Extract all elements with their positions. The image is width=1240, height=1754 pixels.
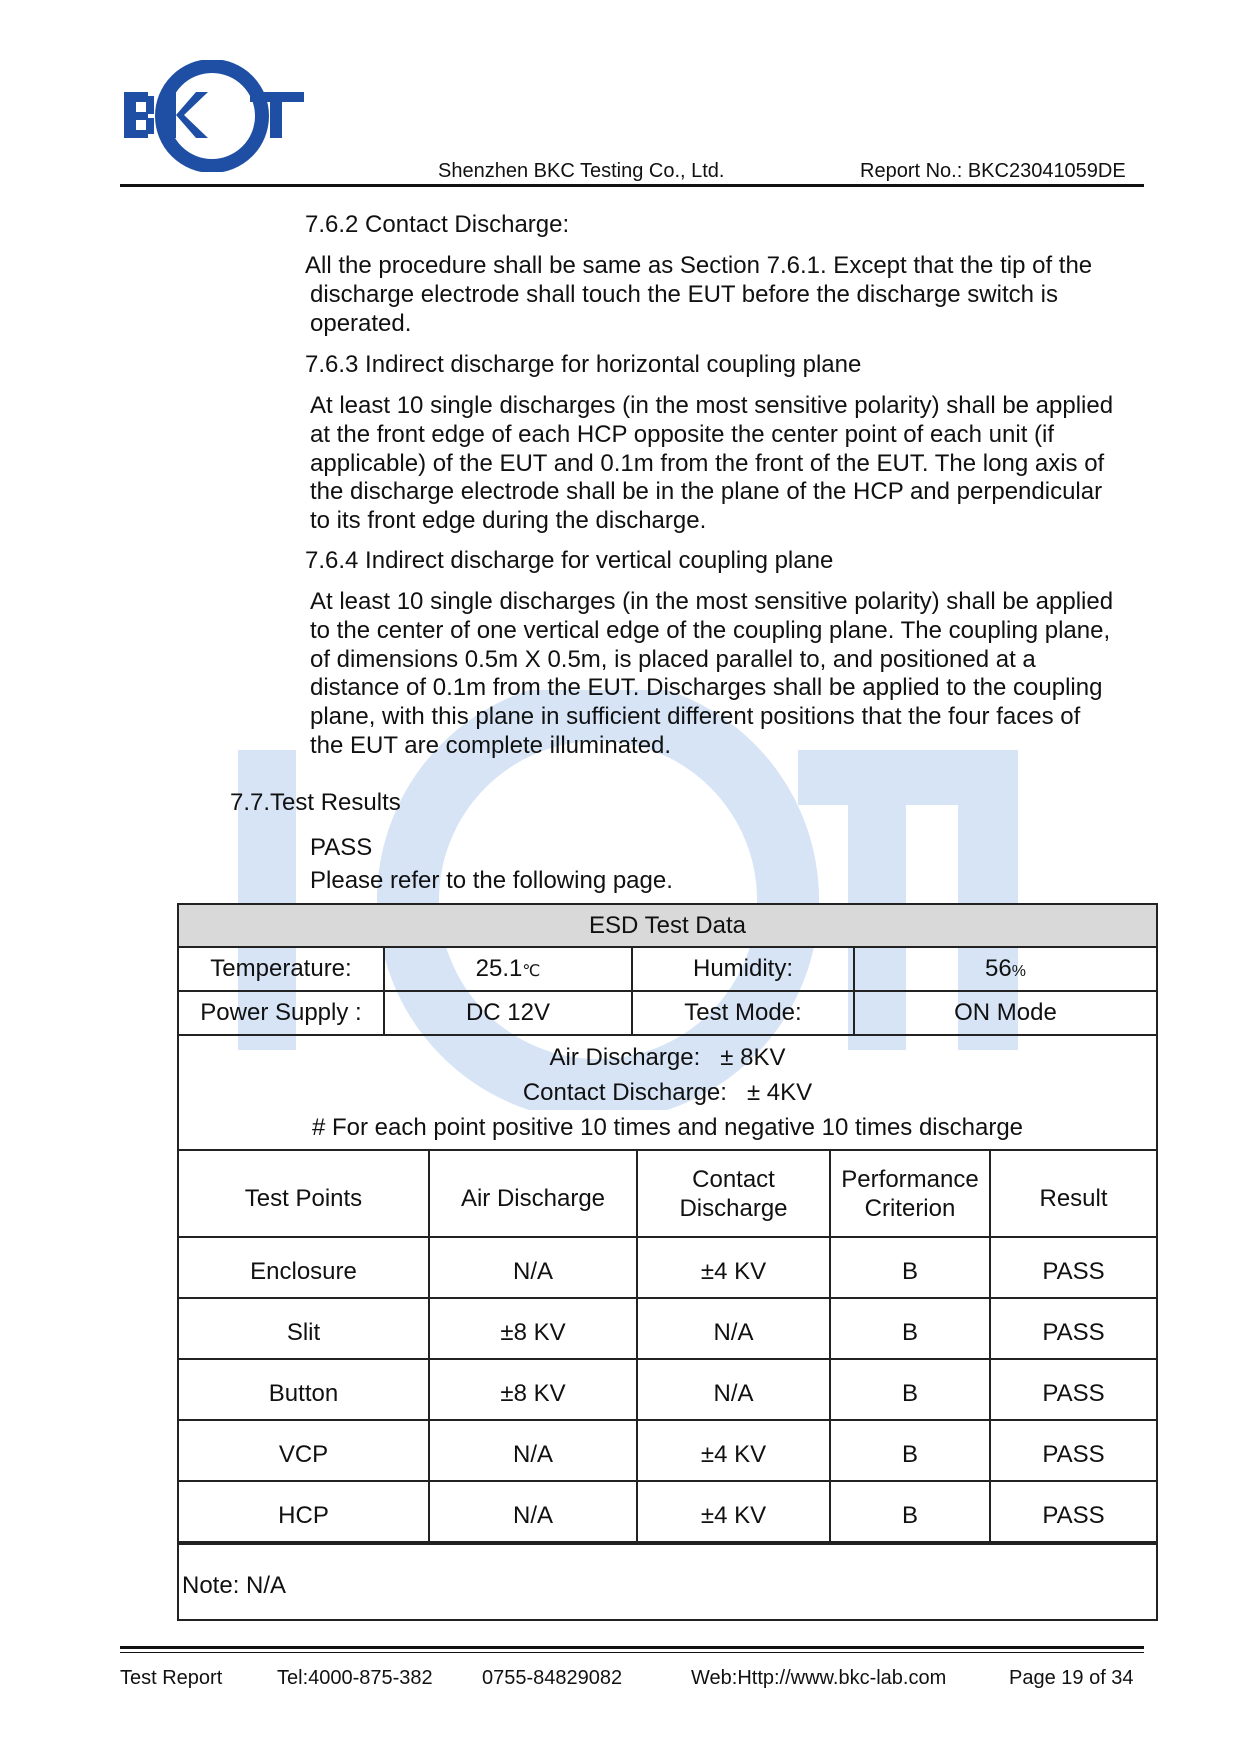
humidity-value: 56% [854,947,1157,991]
result-cell: PASS [990,1359,1156,1420]
air-discharge-line: Air Discharge: ± 8KV [549,1044,786,1071]
contact-discharge-cell: ±4 KV [637,1237,830,1298]
table-row [179,1481,1156,1542]
power-value: DC 12V [384,991,632,1035]
table-row [179,1420,1156,1481]
test-point: Enclosure [179,1237,429,1298]
section-763-line: at the front edge of each HCP opposite the center point of each unit (if [310,421,1055,448]
result-pass: PASS [310,834,373,861]
humidity-label: Humidity: [632,947,854,991]
footer-tel: Tel:4000-875-382 [277,1667,433,1689]
section-764-line: of dimensions 0.5m X 0.5m, is placed parallel to, and positioned at a [310,646,1036,673]
footer-rule [120,1646,1144,1649]
section-764-line: distance of 0.1m from the EUT. Discharges shall be applied to the coupling [310,674,1103,701]
section-763-title: 7.6.3 Indirect discharge for horizontal coupling plane [305,351,862,378]
test-point: Slit [179,1298,429,1359]
discharge-note-line: # For each point positive 10 times and negative 10 times discharge [311,1114,1024,1141]
results-table [179,1151,1156,1543]
test-point: HCP [179,1481,429,1542]
result-cell: PASS [990,1298,1156,1359]
section-764-line: the EUT are complete illuminated. [310,732,672,759]
footer-label: Test Report [120,1667,223,1689]
test-point: VCP [179,1420,429,1481]
section-764-line: plane, with this plane in sufficient different positions that the four faces of [310,703,1081,730]
section-764-line: to the center of one vertical edge of the coupling plane. The coupling plane, [310,617,1111,644]
result-cell: PASS [990,1420,1156,1481]
col-header: Result [990,1151,1156,1237]
section-763-line: to its front edge during the discharge. [310,507,707,534]
result-cell: PASS [990,1481,1156,1542]
mode-label: Test Mode: [632,991,854,1035]
col-header: Test Points [179,1151,429,1237]
header-rule [120,184,1144,187]
air-discharge-cell: N/A [429,1420,637,1481]
bkct-logo [124,60,304,172]
contact-discharge-line: Contact Discharge: ± 4KV [522,1079,813,1106]
section-762-title: 7.6.2 Contact Discharge: [305,211,570,238]
section-762-line: operated. [310,310,412,337]
air-discharge-cell: N/A [429,1237,637,1298]
note-cell: Note: N/A [178,1544,1157,1620]
footer-page: Page 19 of 34 [1009,1667,1134,1689]
section-764-line: At least 10 single discharges (in the most sensitive polarity) shall be applied [310,588,1114,615]
col-header: Air Discharge [429,1151,637,1237]
power-label: Power Supply : [178,991,384,1035]
air-discharge-cell: ±8 KV [429,1359,637,1420]
report-number: Report No.: BKC23041059DE [860,160,1126,182]
criterion-cell: B [830,1359,990,1420]
footer-rule-thin [120,1652,1144,1653]
test-point: Button [179,1359,429,1420]
esd-table [177,903,1158,1621]
air-discharge-cell: ±8 KV [429,1298,637,1359]
footer-phone: 0755-84829082 [482,1667,623,1689]
contact-discharge-cell: N/A [637,1298,830,1359]
table-row [179,1359,1156,1420]
section-763-line: the discharge electrode shall be in the plane of the HCP and perpendicular [310,478,1103,505]
temperature-label: Temperature: [178,947,384,991]
criterion-cell: B [830,1420,990,1481]
section-764-title: 7.6.4 Indirect discharge for vertical coupling plane [305,547,834,574]
temperature-value: 25.1℃ [384,947,632,991]
air-discharge-cell: N/A [429,1481,637,1542]
footer-web: Web:Http://www.bkc-lab.com [691,1667,947,1689]
section-763-line: At least 10 single discharges (in the most sensitive polarity) shall be applied [310,392,1114,419]
results-container [178,1150,1157,1544]
mode-value: ON Mode [854,991,1157,1035]
table-row [179,1237,1156,1298]
criterion-cell: B [830,1298,990,1359]
section-77-title: 7.7.Test Results [230,789,401,816]
result-cell: PASS [990,1237,1156,1298]
esd-title: ESD Test Data [178,904,1157,947]
contact-discharge-cell: N/A [637,1359,830,1420]
criterion-cell: B [830,1481,990,1542]
section-762-line: All the procedure shall be same as Section 7.6.1. Except that the tip of the [305,252,1093,279]
company-name: Shenzhen BKC Testing Co., Ltd. [438,160,725,182]
table-row [179,1298,1156,1359]
col-header: Contact Discharge [637,1151,830,1237]
refer-text: Please refer to the following page. [310,867,673,894]
section-762-line: discharge electrode shall touch the EUT before the discharge switch is [310,281,1058,308]
discharge-info [178,1035,1157,1150]
col-header: Performance Criterion [830,1151,990,1237]
contact-discharge-cell: ±4 KV [637,1420,830,1481]
contact-discharge-cell: ±4 KV [637,1481,830,1542]
criterion-cell: B [830,1237,990,1298]
section-763-line: applicable) of the EUT and 0.1m from the front of the EUT. The long axis of [310,450,1105,477]
